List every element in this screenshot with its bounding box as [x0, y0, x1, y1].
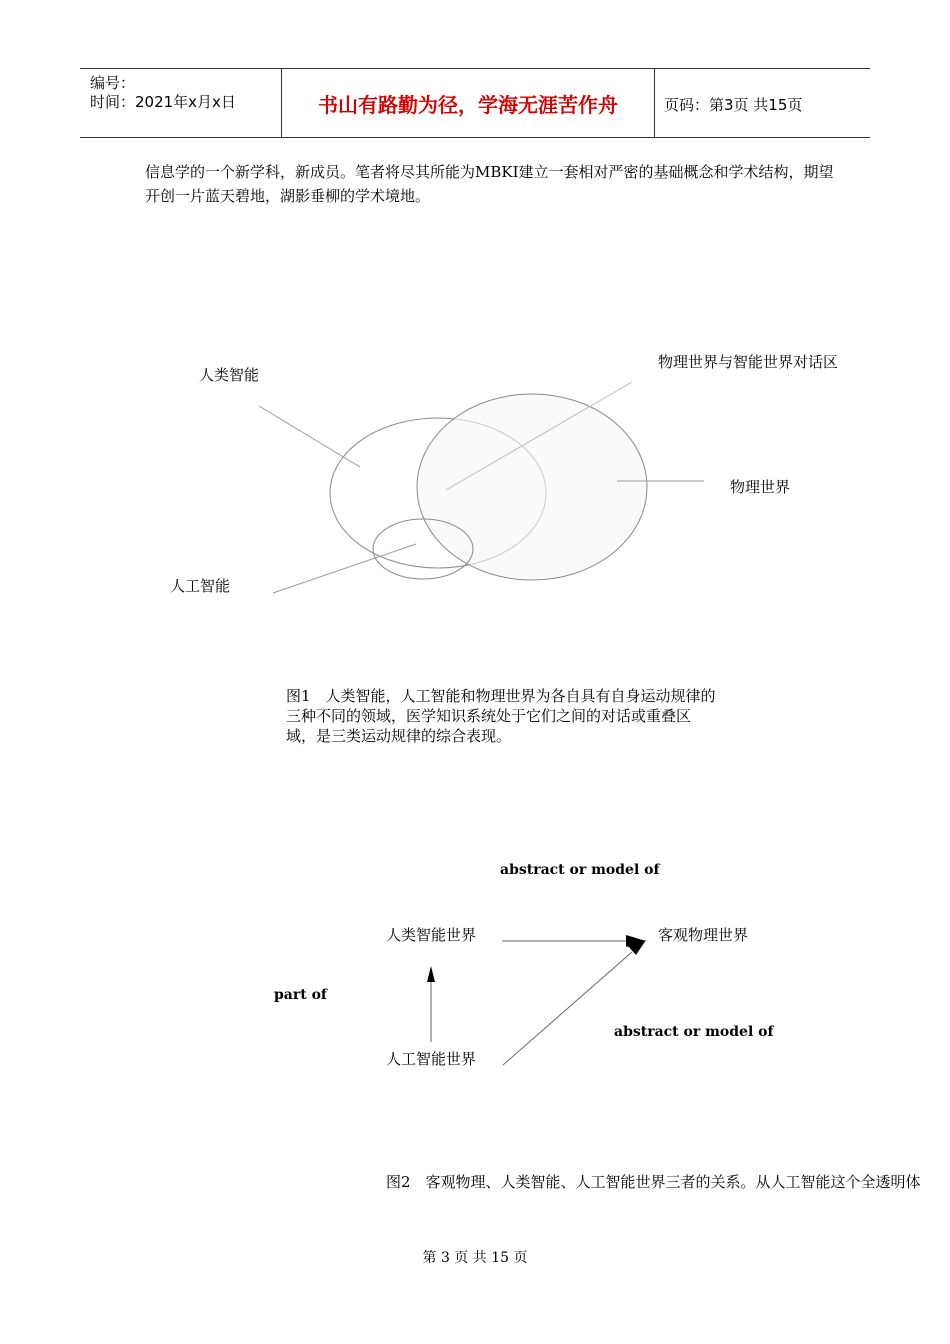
body-paragraph: 信息学的一个新学科，新成员。笔者将尽其所能为MBKI建立一套相对严密的基础概念和学术结构，期望开创一片蓝天碧地，湖影垂柳的学术境地。 [145, 163, 834, 205]
figure1-caption: 图1 人类智能，人工智能和物理世界为各自具有自身运动规律的三种不同的领域，医学知识系统处于它们之间的对话或重叠区域，是三类运动规律的综合表现。 [286, 687, 716, 745]
page-footer: 第 3 页 共 15 页 [422, 1250, 528, 1266]
figure2-caption: 图2 客观物理、人类智能、人工智能世界三者的关系。从人工智能这个全透明体 [386, 1173, 921, 1191]
label-dialogue-zone: 物理世界与智能世界对话区 [658, 353, 839, 371]
header-page-number: 页码：第3页 共15页 [664, 96, 803, 114]
label-artificial-intelligence: 人工智能 [170, 577, 231, 595]
document-number: 编号： [90, 74, 136, 92]
label-part-of: part of [274, 987, 327, 1003]
artificial-intelligence-pointer [273, 544, 416, 593]
human-intelligence-pointer [259, 406, 360, 467]
node-human-world: 人类智能世界 [386, 926, 477, 944]
node-ai-world: 人工智能世界 [386, 1050, 477, 1068]
label-human-intelligence: 人类智能 [199, 366, 260, 384]
document-date: 时间：2021年x月x日 [90, 93, 236, 111]
label-physical-world: 物理世界 [730, 478, 791, 496]
label-bottom-relation: abstract or model of [614, 1024, 774, 1040]
header-motto: 书山有路勤为径，学海无涯苦作舟 [318, 92, 618, 117]
arrow-ai-to-objective [503, 952, 632, 1065]
label-top-relation: abstract or model of [500, 862, 660, 878]
arrowhead-ai-to-human [427, 966, 435, 982]
node-objective-world: 客观物理世界 [658, 926, 749, 944]
